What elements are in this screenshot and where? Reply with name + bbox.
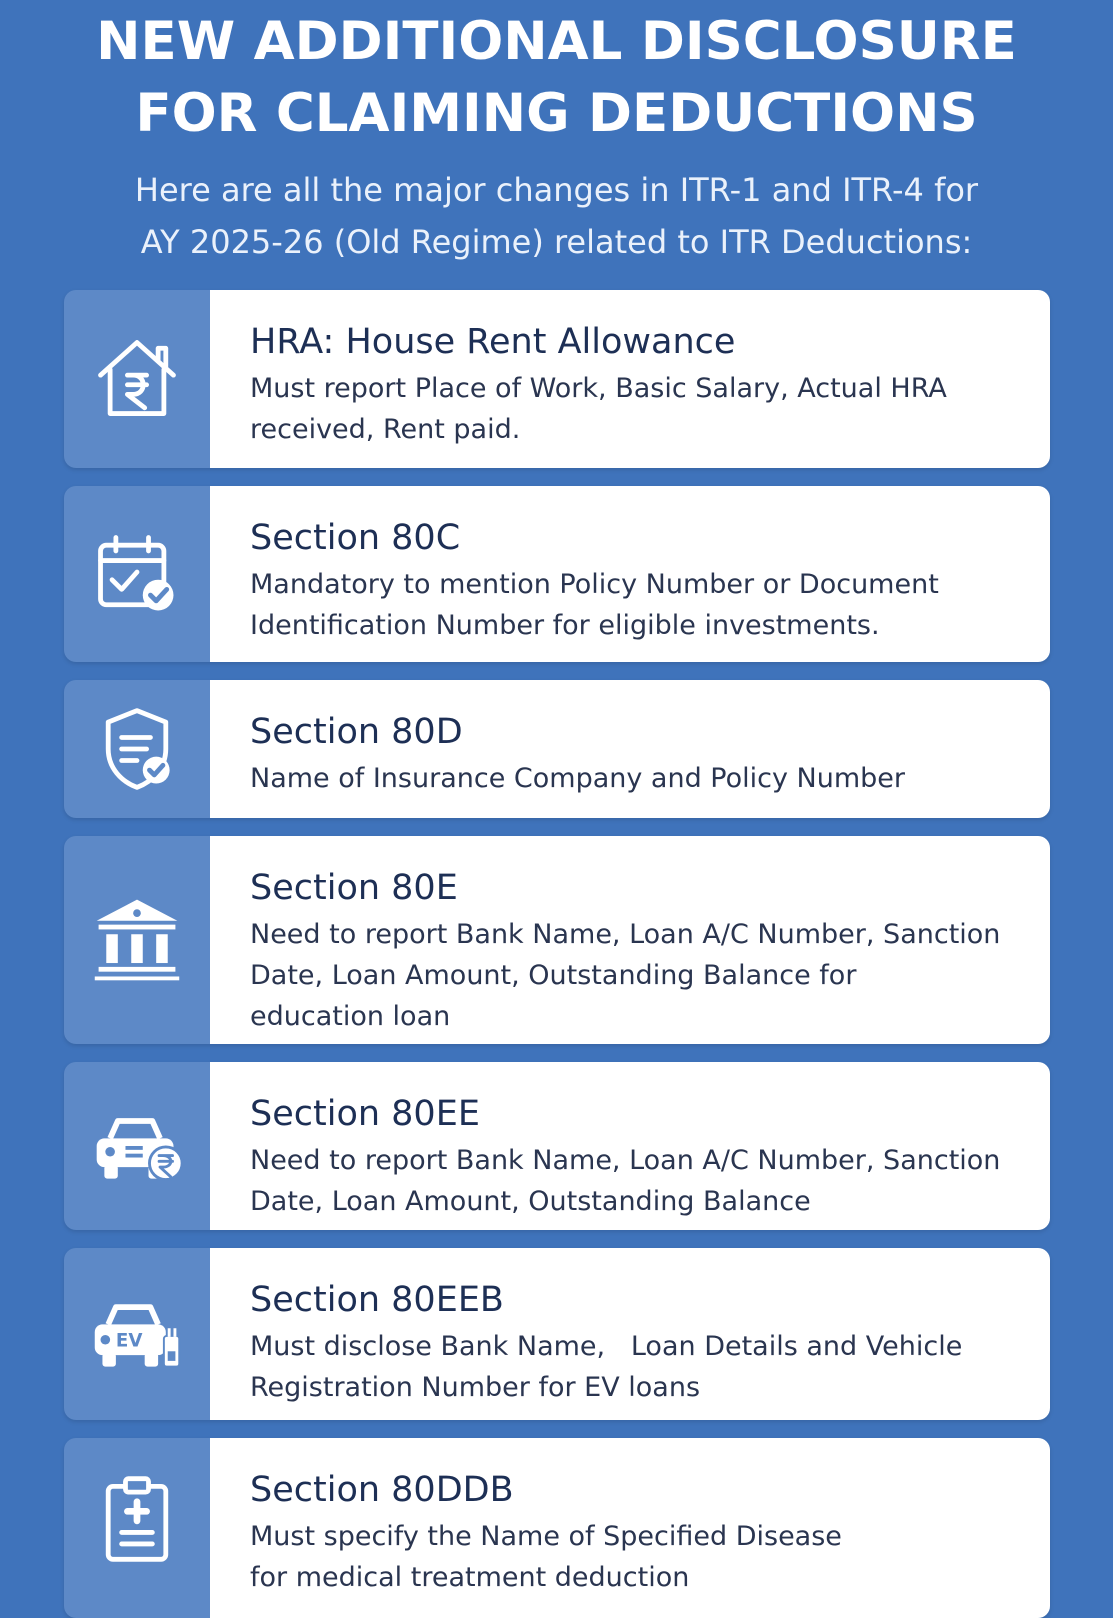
deduction-card bbox=[210, 1062, 1050, 1230]
description-line: education loan bbox=[250, 1001, 451, 1032]
description-line: Mandatory to mention Policy Number or Document bbox=[250, 569, 939, 600]
deduction-card bbox=[210, 486, 1050, 662]
deduction-card bbox=[210, 836, 1050, 1044]
deduction-title: Section 80D bbox=[250, 712, 463, 752]
shield-document-check-icon bbox=[89, 701, 185, 797]
deduction-title: Section 80E bbox=[250, 868, 458, 908]
description-line: Need to report Bank Name, Loan A/C Number, Sanction bbox=[250, 919, 1001, 950]
ev-car-icon bbox=[89, 1286, 185, 1382]
medical-clipboard-icon bbox=[89, 1471, 185, 1567]
description-line: Date, Loan Amount, Outstanding Balance for bbox=[250, 960, 857, 991]
icon-panel bbox=[64, 290, 210, 468]
house-rupee-icon bbox=[89, 331, 185, 427]
description-line: for medical treatment deduction bbox=[250, 1562, 690, 1593]
title-line-1: NEW ADDITIONAL DISCLOSURE bbox=[96, 11, 1017, 72]
icon-panel bbox=[64, 680, 210, 818]
subtitle-line-2: AY 2025-26 (Old Regime) related to ITR Deductions: bbox=[140, 223, 973, 261]
deduction-title: HRA: House Rent Allowance bbox=[250, 322, 736, 362]
deduction-row-80e bbox=[64, 836, 1050, 1044]
bank-building-icon bbox=[89, 892, 185, 988]
deduction-row-80eeb bbox=[64, 1248, 1050, 1420]
calendar-check-icon bbox=[89, 526, 185, 622]
deduction-card bbox=[210, 290, 1050, 468]
deduction-row-80ddb bbox=[64, 1438, 1050, 1618]
page-title bbox=[0, 6, 1113, 150]
description-line: Must disclose Bank Name, Loan Details and Vehicle bbox=[250, 1331, 963, 1362]
deduction-description bbox=[250, 1140, 1026, 1222]
deduction-title: Section 80EE bbox=[250, 1094, 480, 1134]
description-line: Date, Loan Amount, Outstanding Balance bbox=[250, 1186, 811, 1217]
deduction-title: Section 80EEB bbox=[250, 1280, 504, 1320]
description-line: Registration Number for EV loans bbox=[250, 1372, 701, 1403]
car-rupee-icon bbox=[89, 1098, 185, 1194]
subtitle-line-1: Here are all the major changes in ITR-1 and ITR-4 for bbox=[134, 171, 979, 209]
icon-panel bbox=[64, 1248, 210, 1420]
deduction-card bbox=[210, 680, 1050, 818]
deduction-row-hra bbox=[64, 290, 1050, 468]
deduction-title: Section 80C bbox=[250, 518, 461, 558]
deduction-description bbox=[250, 368, 1026, 450]
deduction-row-80d bbox=[64, 680, 1050, 818]
description-line: Must specify the Name of Specified Disease bbox=[250, 1521, 842, 1552]
deduction-description bbox=[250, 564, 1026, 646]
description-line: received, Rent paid. bbox=[250, 414, 521, 445]
deduction-description bbox=[250, 758, 1026, 799]
description-line: Name of Insurance Company and Policy Number bbox=[250, 763, 906, 794]
deduction-card bbox=[210, 1438, 1050, 1618]
icon-panel bbox=[64, 486, 210, 662]
deduction-row-80c bbox=[64, 486, 1050, 662]
deduction-card bbox=[210, 1248, 1050, 1420]
deduction-description bbox=[250, 914, 1026, 1037]
subtitle bbox=[0, 164, 1113, 268]
svg-text:EV: EV bbox=[115, 1330, 143, 1352]
description-line: Must report Place of Work, Basic Salary, Actual HRA bbox=[250, 373, 947, 404]
deduction-title: Section 80DDB bbox=[250, 1470, 514, 1510]
deduction-description bbox=[250, 1516, 1026, 1598]
icon-panel bbox=[64, 1062, 210, 1230]
deduction-row-80ee bbox=[64, 1062, 1050, 1230]
icon-panel bbox=[64, 836, 210, 1044]
description-line: Identification Number for eligible investments. bbox=[250, 610, 880, 641]
description-line: Need to report Bank Name, Loan A/C Number, Sanction bbox=[250, 1145, 1001, 1176]
deduction-description bbox=[250, 1326, 1026, 1408]
title-line-2: FOR CLAIMING DEDUCTIONS bbox=[135, 83, 978, 144]
icon-panel bbox=[64, 1438, 210, 1600]
